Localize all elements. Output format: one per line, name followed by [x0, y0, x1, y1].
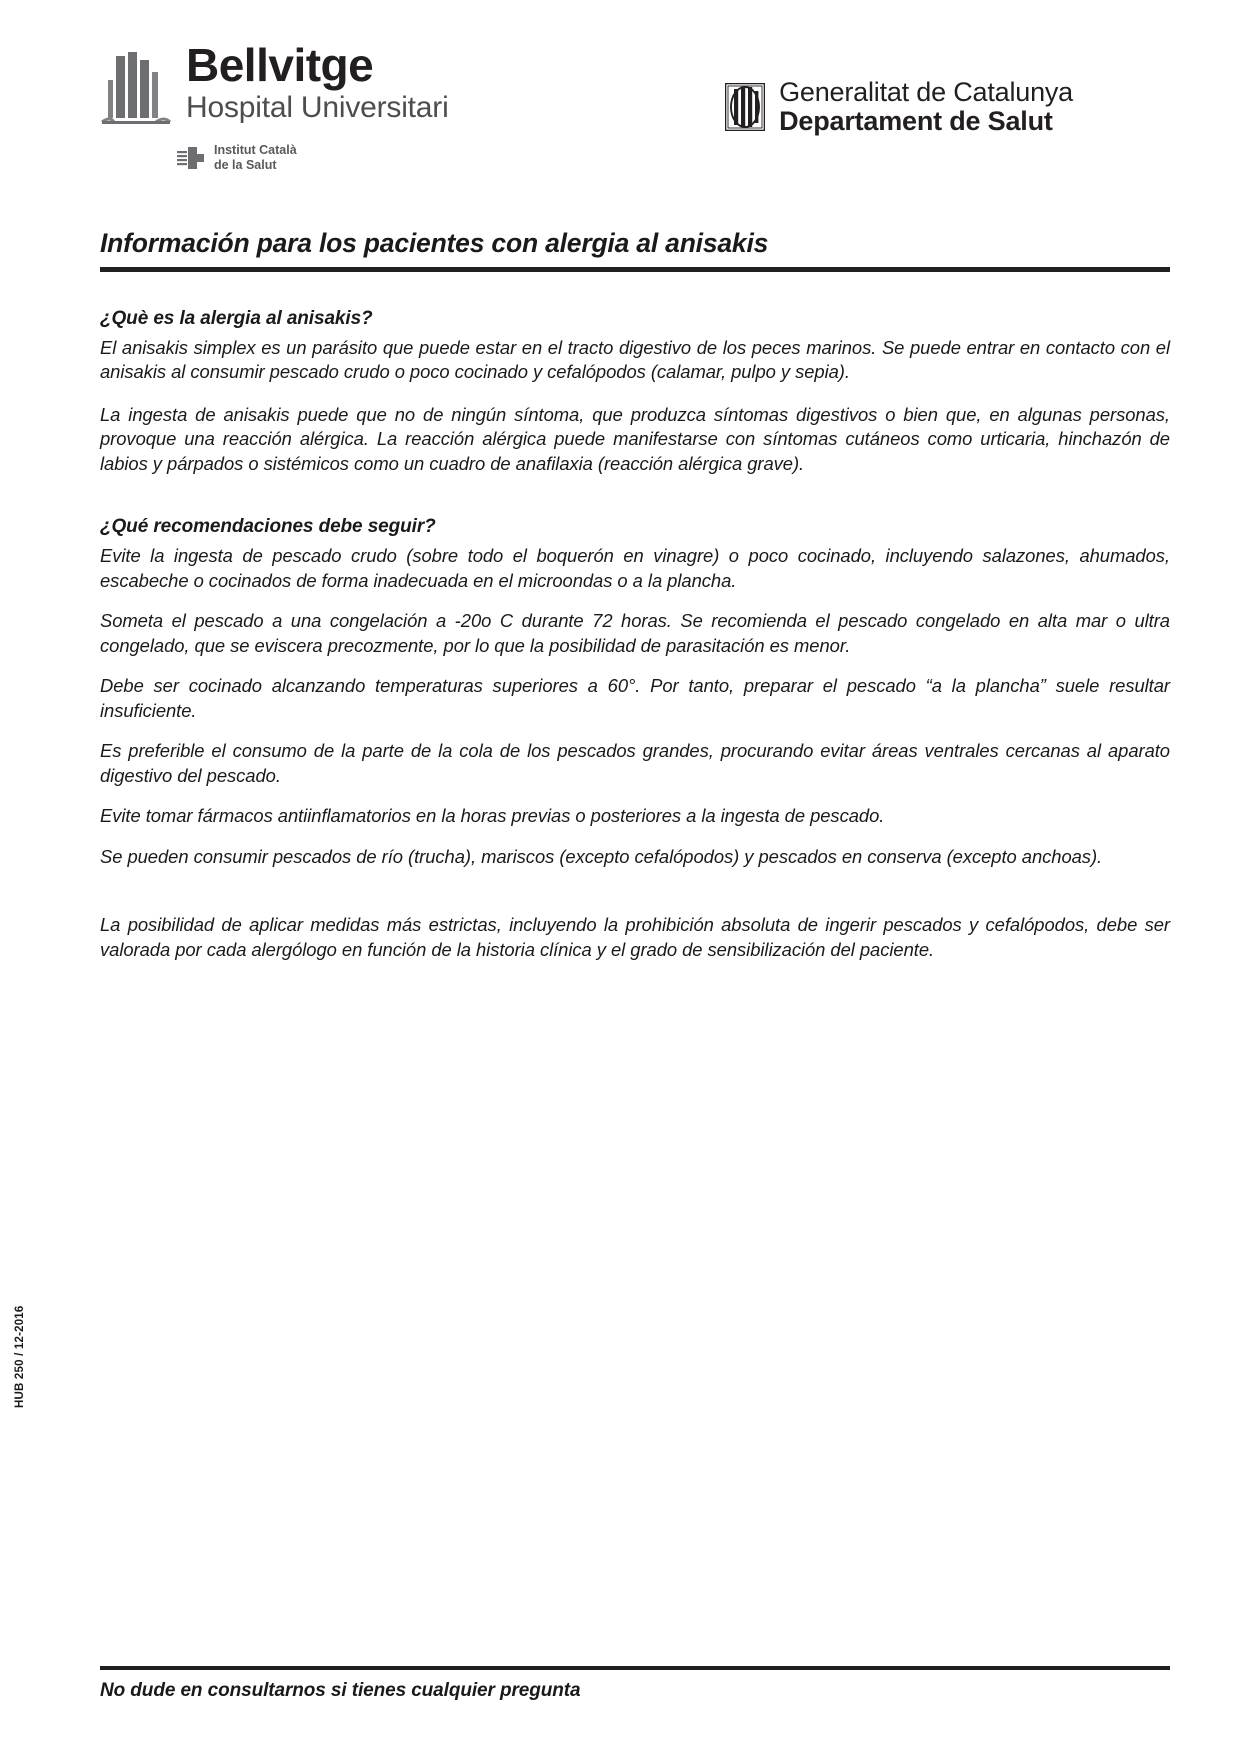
generalitat-line-2: Departament de Salut: [779, 106, 1053, 137]
bellvitge-wordmark: [186, 39, 449, 125]
footer-text: No dude en consultarnos si tienes cualquier pregunta: [100, 1680, 581, 1701]
ics-logo: [176, 143, 297, 173]
paragraph: Evite la ingesta de pescado crudo (sobre todo el boquerón en vinagre) o poco cocinado, incluyendo salazones, ahumados, escabeche o cocinados de forma inadecuada en el microondas o a la plancha.: [100, 545, 1170, 591]
paragraph: La ingesta de anisakis puede que no de ningún síntoma, que produzca síntomas digestivos o bien que, en algunas personas, provoque una reacción alérgica. La reacción alérgica puede manifestarse con síntomas cutáneos como urticaria, hinchazón de labios y párpados o sistémicos como un cuadro de anafilaxia (reacción alérgica grave).: [100, 403, 1170, 474]
paragraph: El anisakis simplex es un parásito que puede estar en el tracto digestivo de los peces marinos. Se puede entrar en contacto con el anisakis al consumir pescado crudo o poco cocinado y cefalópodos (calamar, pulpo y sepia).: [100, 337, 1170, 383]
document-reference-code: HUB 250 / 12-2016: [14, 1305, 26, 1408]
ics-line-1: Institut Català: [214, 143, 297, 157]
bellvitge-logo: [100, 39, 449, 132]
section-heading-recommendations: ¿Qué recomendaciones debe seguir?: [100, 516, 436, 538]
bellvitge-subtitle: Hospital Universitari: [186, 90, 449, 124]
paragraph: Someta el pescado a una congelación a -20o C durante 72 horas. Se recomienda el pescado congelado en alta mar o ultra congelado, que se eviscera precozmente, por lo que la posibilidad de parasitación es menor.: [100, 610, 1170, 656]
closing-note: La posibilidad de aplicar medidas más estrictas, incluyendo la prohibición absoluta de ingerir pescados y cefalópodos, debe ser valorada por cada alergólogo en función de la historia clínica y el grado de sensibilización del paciente.: [100, 914, 1170, 960]
ics-wordmark: [214, 143, 297, 173]
catalonia-coat-of-arms-icon: [725, 83, 765, 131]
document-title-block: [100, 228, 1170, 272]
document-body: [100, 308, 1170, 962]
paragraph: Debe ser cocinado alcanzando temperaturas superiores a 60°. Por tanto, preparar el pescado “a la plancha” suele resultar insuficiente.: [100, 675, 1170, 721]
bellvitge-towers-icon: [100, 50, 172, 132]
generalitat-wordmark: [779, 78, 1073, 136]
title-divider: [100, 267, 1170, 272]
footer-divider: [100, 1666, 1170, 1670]
document-footer: [100, 1666, 1170, 1702]
paragraph: Evite tomar fármacos antiinflamatorios en la horas previas o posteriores a la ingesta de pescado.: [100, 805, 885, 827]
generalitat-line-1: Generalitat de Catalunya: [779, 77, 1073, 107]
section-heading-what-is: ¿Què es la alergia al anisakis?: [100, 308, 373, 329]
ics-cross-icon: [176, 145, 206, 171]
paragraph: Se pueden consumir pescados de río (trucha), mariscos (excepto cefalópodos) y pescados en conserva (excepto anchoas).: [100, 845, 1103, 867]
paragraph: Es preferible el consumo de la parte de la cola de los pescados grandes, procurando evitar áreas ventrales cercanas al aparato digestivo del pescado.: [100, 740, 1170, 786]
page-title: Información para los pacientes con alergia al anisakis: [100, 228, 769, 258]
document-header: [0, 0, 1241, 200]
generalitat-logo: [725, 78, 1073, 136]
ics-line-2: de la Salut: [214, 157, 277, 172]
bellvitge-name: Bellvitge: [186, 39, 374, 91]
